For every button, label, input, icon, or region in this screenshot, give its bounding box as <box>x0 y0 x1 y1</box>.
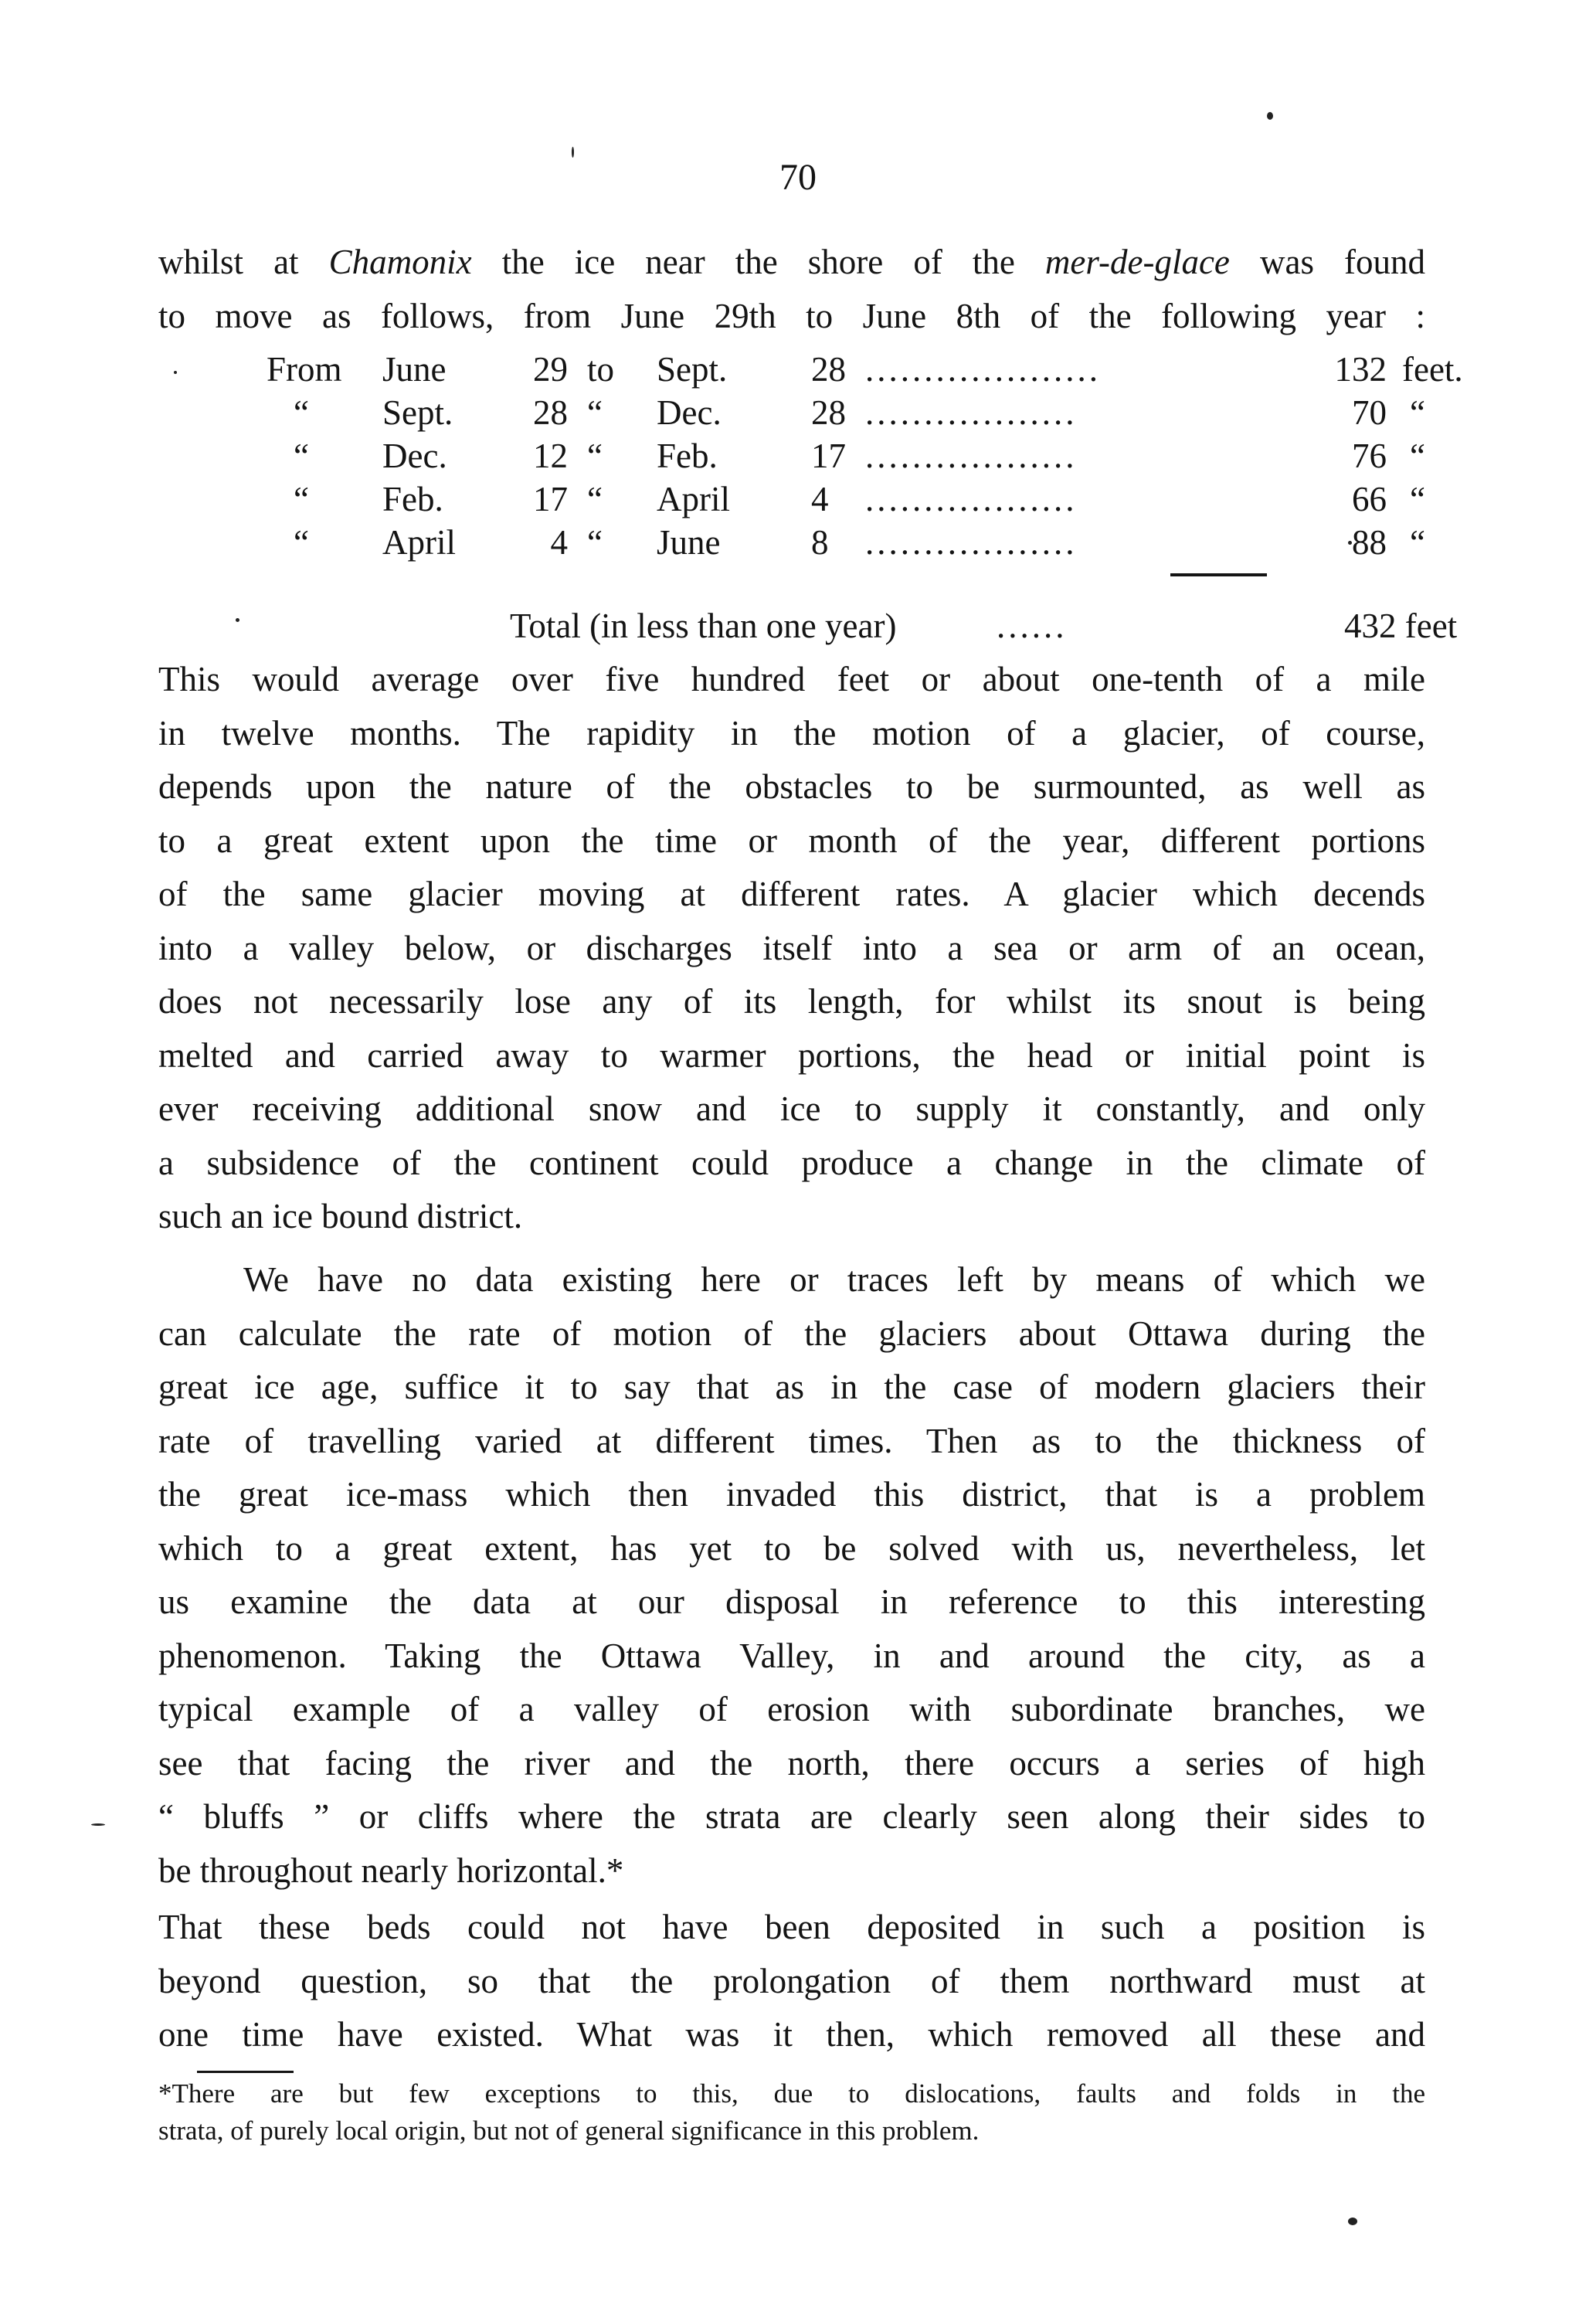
from-month: June <box>382 350 447 389</box>
text-line: This would average over five hundred feet or about one-tenth of a mile <box>158 660 1425 698</box>
scan-speck <box>236 618 239 622</box>
to-word: to <box>587 350 615 389</box>
scan-speck <box>572 147 574 158</box>
total-row <box>158 603 1458 649</box>
scan-speck <box>1348 541 1352 545</box>
ditto-mark: “ <box>587 437 603 475</box>
table-row <box>158 391 1425 434</box>
to-month: April <box>657 480 730 518</box>
to-month: Dec. <box>657 393 722 432</box>
leader-dots: .................. <box>865 480 1078 518</box>
sum-rule <box>1170 573 1267 576</box>
from-day: 4 <box>550 523 568 562</box>
from-day: 28 <box>533 393 568 432</box>
to-month: Feb. <box>657 437 718 475</box>
text-line: to a great extent upon the time or month of the year, different portions <box>158 821 1425 860</box>
text-line: ever receiving additional snow and ice to supply it constantly, and only <box>158 1089 1425 1128</box>
total-label: Total (in less than one year) <box>510 607 897 645</box>
distance-value: 76 <box>1352 437 1387 475</box>
text-line: of the same glacier moving at different rates. A glacier which decends <box>158 875 1425 913</box>
text-line: such an ice bound district. <box>158 1197 523 1235</box>
from-month: April <box>382 523 456 562</box>
from-word: From <box>267 350 342 389</box>
paragraph-3 <box>158 1901 1425 2062</box>
text-line: a subsidence of the continent could produce a change in the climate of <box>158 1143 1425 1182</box>
to-day: 28 <box>811 393 846 432</box>
text-line: see that facing the river and the north, there occurs a series of high <box>158 1743 1425 1783</box>
distance-value: 132 <box>1334 350 1387 389</box>
text-line: typical example of a valley of erosion with subordinate branches, we <box>158 1690 1425 1728</box>
ditto-mark: “ <box>587 480 603 518</box>
text-line: melted and carried away to warmer portions, the head or initial point is <box>158 1035 1425 1075</box>
to-day: 28 <box>811 350 846 389</box>
footnote-line: strata, of purely local origin, but not of general significance in this problem. <box>158 2116 980 2146</box>
scan-speck <box>1348 2218 1357 2225</box>
text-line: can calculate the rate of motion of the glaciers about Ottawa during the <box>158 1314 1425 1353</box>
from-day: 17 <box>533 480 568 518</box>
to-day: 8 <box>811 523 829 562</box>
ditto-mark: “ <box>294 523 309 562</box>
distance-value: 88 <box>1352 523 1387 562</box>
text-line: phenomenon. Taking the Ottawa Valley, in and around the city, as a <box>158 1636 1425 1675</box>
paragraph-1 <box>158 653 1425 1244</box>
ditto-mark: “ <box>1410 523 1425 562</box>
ditto-mark: “ <box>587 393 603 432</box>
ditto-mark: “ <box>1410 393 1425 432</box>
distance-value: 70 <box>1352 393 1387 432</box>
to-day: 17 <box>811 437 846 475</box>
ditto-mark: “ <box>294 393 309 432</box>
total-value: 432 feet <box>1344 607 1458 645</box>
from-month: Sept. <box>382 393 453 432</box>
leader-dots: .................... <box>865 350 1101 389</box>
footnote-rule <box>197 2071 294 2073</box>
text-line: does not necessarily lose any of its length, for whilst its snout is being <box>158 982 1425 1021</box>
ditto-mark: “ <box>1410 480 1425 518</box>
scan-speck <box>91 1823 105 1826</box>
text-line: in twelve months. The rapidity in the motion of a glacier, of course, <box>158 713 1425 753</box>
intro-line-1: whilst at Chamonix the ice near the shore of the mer-de-glace was found <box>158 243 1426 281</box>
scan-speck <box>1267 112 1273 120</box>
text-line: rate of travelling varied at different times. Then as to the thickness of <box>158 1421 1425 1460</box>
footnote-line: *There are but few exceptions to this, due to dislocations, faults and folds in the <box>158 2078 1425 2109</box>
text-line: We have no data existing here or traces left by means of which we <box>243 1260 1425 1299</box>
text-line: That these beds could not have been deposited in such a position is <box>158 1908 1425 1946</box>
from-day: 12 <box>533 437 568 475</box>
text-line: “ bluffs ” or cliffs where the strata are clearly seen along their sides to <box>158 1797 1425 1836</box>
place-name-mer-de-glace: mer-de-glace <box>1044 243 1230 281</box>
table-row <box>158 477 1425 521</box>
distance-unit: feet. <box>1402 350 1463 389</box>
text-line: be throughout nearly horizontal.* <box>158 1850 624 1890</box>
leader-dots: .................. <box>865 393 1078 432</box>
text-line: one time have existed. What was it then, which removed all these and <box>158 2015 1425 2054</box>
table-row <box>158 521 1425 564</box>
page-number: 70 <box>779 157 817 198</box>
leader-dots: .................. <box>865 437 1078 475</box>
ditto-mark: “ <box>1410 437 1425 475</box>
table-row <box>158 434 1425 477</box>
text-line: great ice age, suffice it to say that as in the case of modern glaciers their <box>158 1368 1425 1406</box>
text-line: beyond question, so that the prolongation of them northward must at <box>158 1961 1425 2000</box>
footnote <box>158 2075 1425 2150</box>
to-month: Sept. <box>657 350 728 389</box>
place-name-chamonix: Chamonix <box>328 243 472 281</box>
table-row <box>158 348 1463 391</box>
ditto-mark: “ <box>294 437 309 475</box>
text-line: which to a great extent, has yet to be solved with us, nevertheless, let <box>158 1528 1425 1568</box>
intro-text <box>158 236 1425 343</box>
to-day: 4 <box>811 480 829 518</box>
to-month: June <box>657 523 721 562</box>
intro-line-2: to move as follows, from June 29th to June 8th of the following year : <box>158 296 1425 335</box>
ditto-mark: “ <box>294 480 309 518</box>
leader-dots: .................. <box>865 523 1078 562</box>
text-line: us examine the data at our disposal in reference to this interesting <box>158 1582 1425 1621</box>
text-line: the great ice-mass which then invaded this district, that is a problem <box>158 1475 1425 1514</box>
text-line: into a valley below, or discharges itself into a sea or arm of an ocean, <box>158 928 1425 967</box>
from-month: Feb. <box>382 480 443 518</box>
text-line: depends upon the nature of the obstacles to be surmounted, as well as <box>158 767 1425 806</box>
scan-speck <box>174 371 177 374</box>
movement-table <box>158 348 1463 564</box>
paragraph-2 <box>158 1253 1425 1898</box>
from-day: 29 <box>533 350 568 389</box>
distance-value: 66 <box>1352 480 1387 518</box>
from-month: Dec. <box>382 437 447 475</box>
ditto-mark: “ <box>587 523 603 562</box>
leader-dots: ...... <box>997 607 1068 645</box>
